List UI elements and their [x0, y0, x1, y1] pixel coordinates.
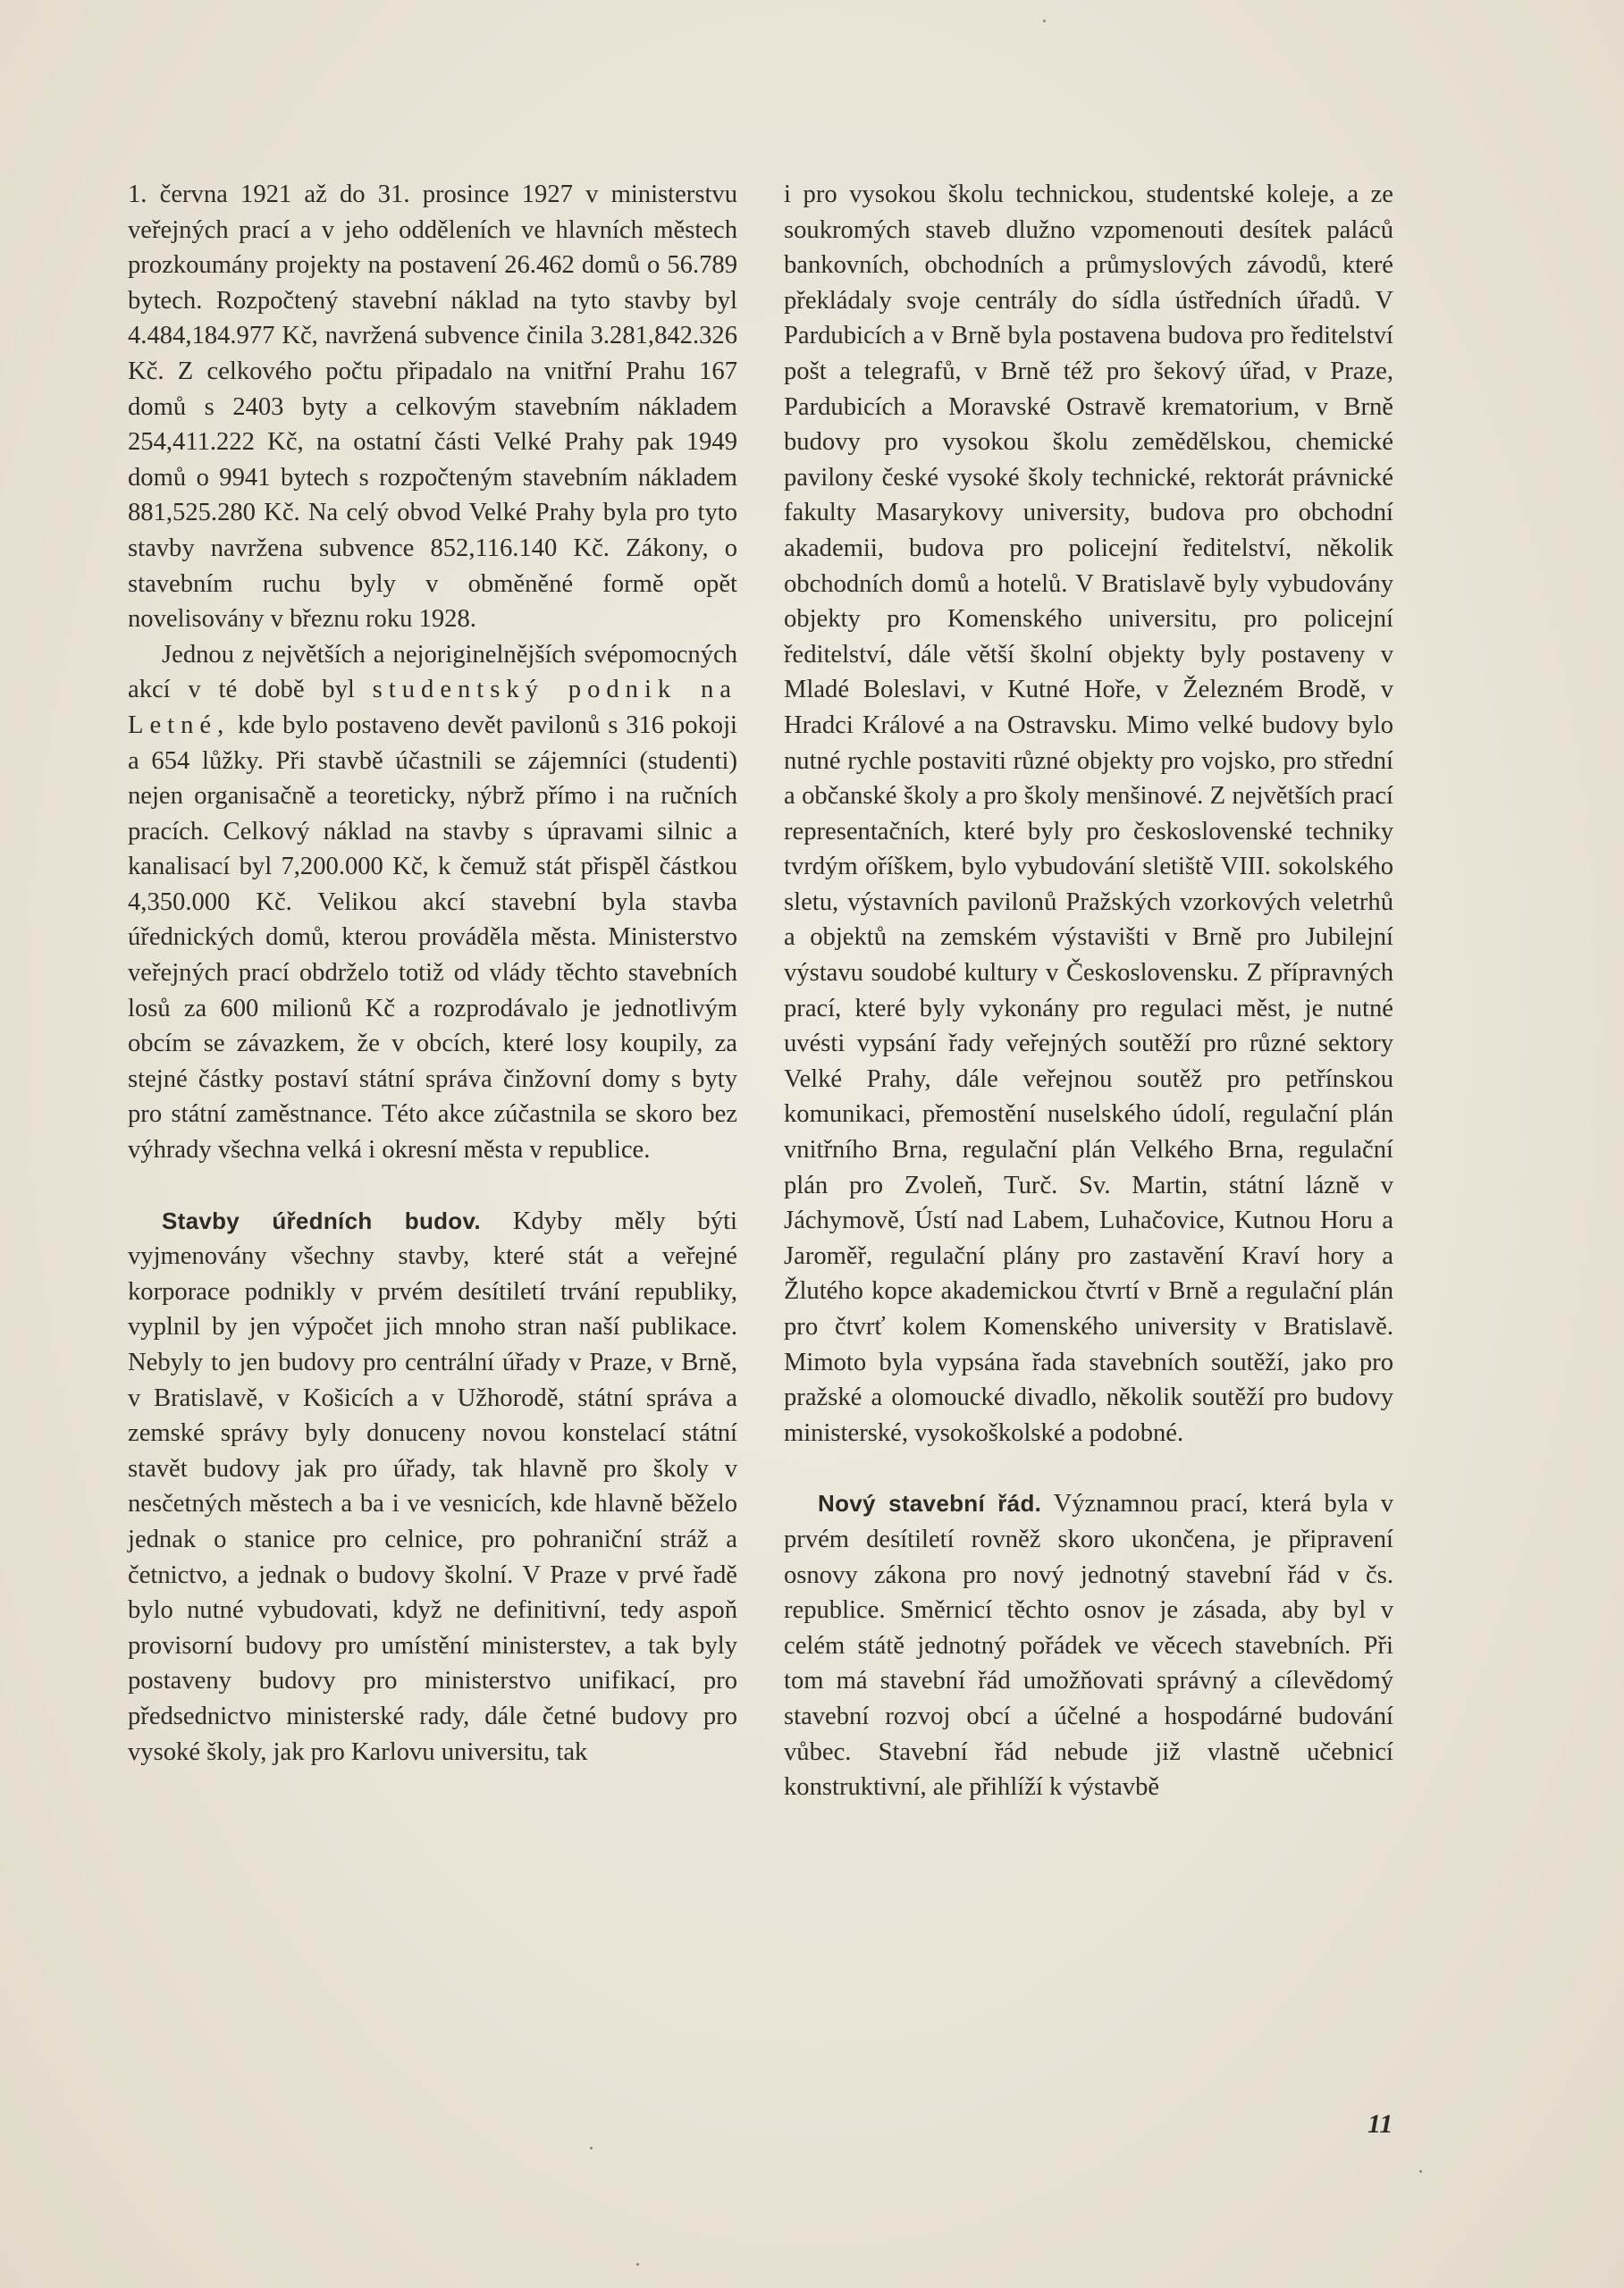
- section-heading: Nový stavební řád.: [818, 1490, 1042, 1518]
- paragraph-text: kde bylo postaveno devět pavilonů s 316 pokoji a 654 lůžky. Při stavbě účastnili se zájemníci (studenti) nejen organisačně a teoreticky, nýbrž přímo i na ručních pracích. Celkový náklad na stavby s úpravami silnic a kanalisací byl 7,200.000 Kč, k čemuž stát přispěl částkou 4,350.000 Kč. Velikou akcí stavební byla stavba úřednických domů, kterou prováděla města. Ministerstvo veřejných prací obdrželo totiž od vlády těchto stavebních losů za 600 milionů Kč a rozprodávalo je jednotlivým obcím se závazkem, že v obcích, které losy koupily, za stejné částky postaví státní správa činžovní domy s byty pro státní zaměstnance. Této akce zúčastnila se skoro bez výhrady všechna velká i okresní města v republice.: [128, 711, 737, 1165]
- section-text: Kdyby měly býti vyjmenovány všechny stavby, které stát a veřejné korporace podnikly v prvém desítiletí trvání republiky, vyplnil by jen výpočet jich mnoho stran naší publikace. Nebyly to jen budovy pro centrální úřady v Praze, v Brně, v Bratislavě, v Košicích a v Užhorodě, státní správa a zemské správy byly donuceny novou konstelací státní stavět budovy jak pro úřady, tak hlavně pro školy v nesčetných městech a ba i ve vesnicích, kde hlavně běželo jednak o stanice pro celnice, pro pohraniční stráž a četnictvo, a jednak o budovy školní. V Praze v prvé řadě bylo nutné vybudovati, když ne definitivní, tedy aspoň provisorní budovy pro umístění ministerstev, a tak byly postaveny budovy pro ministerstvo unifikací, pro předsednictvo ministerské rady, dále četné budovy pro vysoké školy, jak pro Karlovu universitu, tak: [128, 1207, 737, 1766]
- paper-speck: [636, 2263, 639, 2266]
- section-text: Významnou prací, která byla v prvém desítiletí rovněž skoro ukončena, je připravení osnovy zákona pro nový jednotný stavební řád v čs. republice. Směrnicí těchto osnov je zásada, aby byl v celém státě jednotný pořádek ve věcech stavebních. Při tom má stavební řád umožňovati správný a cílevědomý stavební rozvoj obcí a účelné a hospodárné budování vůbec. Stavební řád nebude již vlastně učebnicí konstruktivní, ale přihlíží k výstavbě: [784, 1490, 1393, 1802]
- left-column: [128, 177, 737, 1770]
- emphasized-term: studentský podnik na Letné,: [128, 676, 737, 739]
- right-column: [784, 177, 1393, 1805]
- paragraph-student-enterprise: [128, 637, 737, 1168]
- paper-speck: [1419, 2170, 1422, 2173]
- paper-speck: [590, 2147, 593, 2149]
- section-official-buildings: [128, 1204, 737, 1771]
- page-number: 11: [1367, 2109, 1393, 2139]
- section-heading: Stavby úředních budov.: [162, 1207, 481, 1234]
- paper-speck: [1043, 20, 1046, 22]
- paragraph: i pro vysokou školu technickou, studentské koleje, a ze soukromých staveb dlužno vzpomenouti desítek paláců bankovních, obchodních a průmyslových závodů, které překládaly svoje centrály do sídla ústředních úřadů. V Pardubicích a v Brně byla postavena budova pro ředitelství pošt a telegrafů, v Brně též pro šekový úřad, v Praze, Pardubicích a Moravské Ostravě krematorium, v Brně budovy pro vysokou školu zemědělskou, chemické pavilony české vysoké školy technické, rektorát právnické fakulty Masarykovy university, budova pro obchodní akademii, budova pro policejní ředitelství, několik obchodních domů a hotelů. V Bratislavě byly vybudovány objekty pro Komenského universitu, pro policejní ředitelství, dále větší školní objekty byly postaveny v Mladé Boleslavi, v Kutné Hoře, v Železném Brodě, v Hradci Králové a na Ostravsku. Mimo velké budovy bylo nutné rychle postaviti různé objekty pro vojsko, pro střední a občanské školy a pro školy menšinové. Z největších prací representačních, které byly pro československé techniky tvrdým oříškem, bylo vybudování sletiště VIII. sokolského sletu, výstavních pavilonů Pražských vzorkových veletrhů a objektů na zemském výstavišti v Brně pro Jubilejní výstavu soudobé kultury v Československu. Z přípravných prací, které byly vykonány pro regulaci měst, je nutné uvésti vypsání řady veřejných soutěží pro různé sektory Velké Prahy, dále veřejnou soutěž pro petřínskou komunikaci, přemostění nuselského údolí, regulační plán vnitřního Brna, regulační plán Velkého Brna, regulační plán pro Zvoleň, Turč. Sv. Martin, státní lázně v Jáchymově, Ústí nad Labem, Luhačovice, Kutnou Horu a Jaroměř, regulační plány pro zastavění Kraví hory a Žlutého kopce akademickou čtvrtí v Brně a regulační plán pro čtvrť kolem Komenského university v Bratislavě. Mimoto byla vypsána řada stavebních soutěží, jako pro pražské a olomoucké divadlo, několik soutěží pro budovy ministerské, vysokoškolské a podobné.: [784, 181, 1393, 1447]
- section-building-code: [784, 1486, 1393, 1804]
- paragraph-text: Jednou z největších a nejoriginelnějších svépomocných akcí v té době byl: [128, 640, 737, 704]
- paragraph: 1. června 1921 až do 31. prosince 1927 v ministerstvu veřejných prací a v jeho odděleních ve hlavních městech prozkoumány projekty na postavení 26.462 domů o 56.789 bytech. Rozpočtený stavební náklad na tyto stavby byl 4.484,184.977 Kč, navržená subvence činila 3.281,842.326 Kč. Z celkového počtu připadalo na vnitřní Prahu 167 domů s 2403 byty a celkovým stavebním nákladem 254,411.222 Kč, na ostatní části Velké Prahy pak 1949 domů o 9941 bytech s rozpočteným stavebním nákladem 881,525.280 Kč. Na celý obvod Velké Prahy byla pro tyto stavby navržena subvence 852,116.140 Kč. Zákony, o stavebním ruchu byly v obměněné formě opět novelisovány v březnu roku 1928.: [128, 181, 737, 634]
